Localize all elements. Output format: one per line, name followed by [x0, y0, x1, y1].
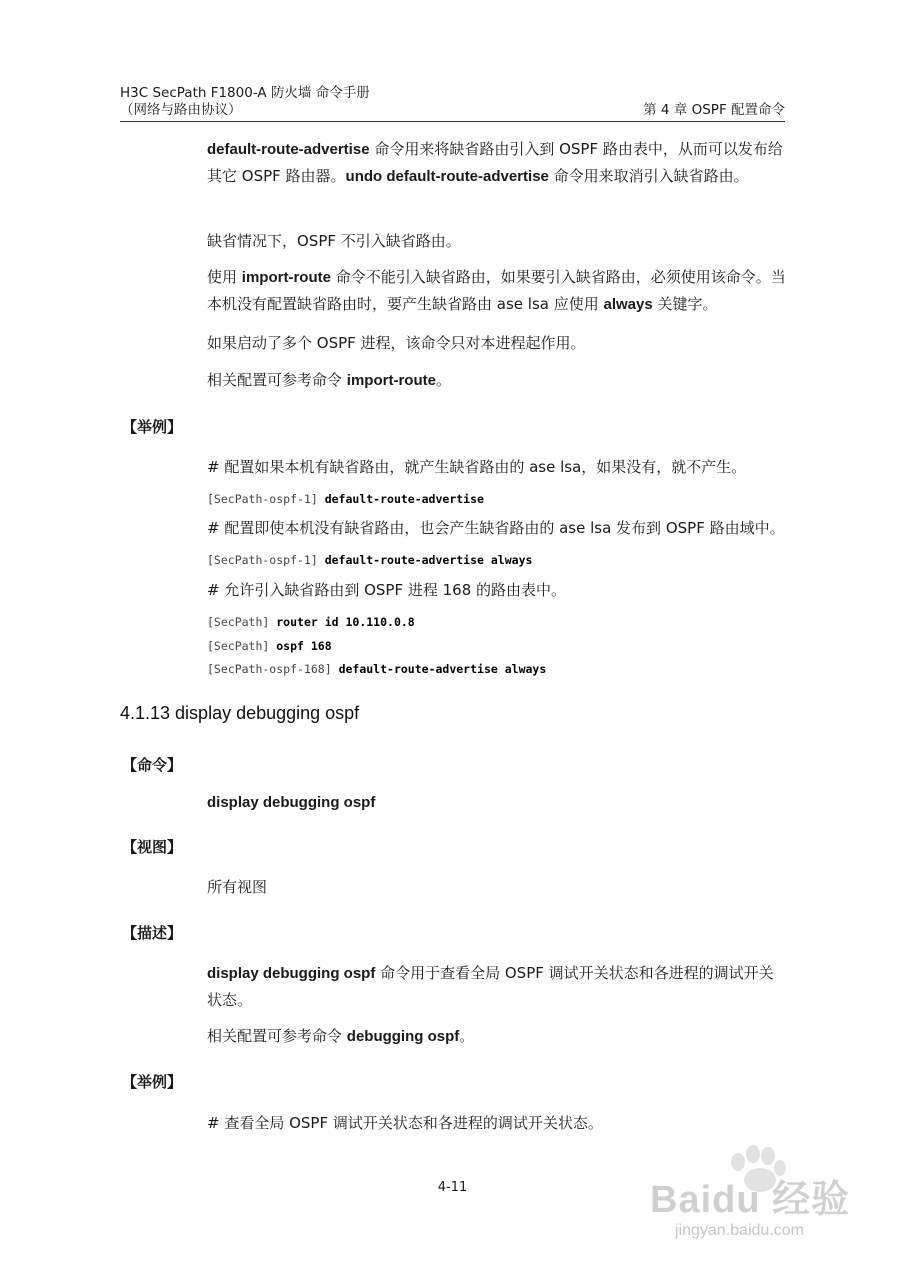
header-divider [120, 121, 785, 122]
code-line-3: [SecPath] router id 10.110.0.8 [207, 615, 415, 629]
code-line-2: [SecPath-ospf-1] default-route-advertise always [207, 553, 533, 567]
example-comment-2: # 配置即使本机没有缺省路由，也会产生缺省路由的 ase lsa 发布到 OSPF 路由域中。 [207, 519, 785, 537]
description-paragraph-4: 如果启动了多个 OSPF 进程，该命令只对本进程起作用。 [207, 334, 586, 352]
view-label: 【视图】 [122, 838, 183, 856]
description-paragraph-3: 使用 import-route 命令不能引入缺省路由，如果要引入缺省路由，必须使用该命令。当本机没有配置缺省路由时，要产生缺省路由 ase lsa 应使用 always 关键字。 [207, 268, 786, 313]
example-comment-4: # 查看全局 OSPF 调试开关状态和各进程的调试开关状态。 [207, 1114, 603, 1132]
description-paragraph-1: default-route-advertise 命令用来将缺省路由引入到 OSPF 路由表中，从而可以发布给其它 OSPF 路由器。undo default-route-advertise 命令用来取消引入缺省路由。 [207, 140, 783, 185]
view-value: 所有视图 [207, 878, 268, 896]
watermark-brand: Baidu 经验 [650, 1179, 851, 1221]
manual-title: H3C SecPath F1800-A 防火墙 命令手册 [120, 85, 370, 101]
description-label: 【描述】 [122, 924, 183, 942]
code-line-4: [SecPath] ospf 168 [207, 639, 332, 653]
section2-description-2: 相关配置可参考命令 debugging ospf。 [207, 1027, 475, 1045]
example-comment-1: # 配置如果本机有缺省路由，就产生缺省路由的 ase lsa，如果没有，就不产生。 [207, 458, 747, 476]
command-label: 【命令】 [122, 756, 183, 774]
page-number: 4-11 [437, 1180, 468, 1195]
example-label-2: 【举例】 [122, 1073, 183, 1091]
example-comment-3: # 允许引入缺省路由到 OSPF 进程 168 的路由表中。 [207, 581, 567, 599]
section2-description-1: display debugging ospf 命令用于查看全局 OSPF 调试开关状态和各进程的调试开关状态。 [207, 964, 774, 1009]
example-label-1: 【举例】 [122, 418, 183, 436]
section-heading: 4.1.13 display debugging ospf [120, 703, 360, 723]
watermark-url: jingyan.baidu.com [675, 1222, 804, 1239]
manual-subtitle: （网络与路由协议） [120, 102, 242, 118]
command-syntax: display debugging ospf [207, 794, 376, 811]
description-paragraph-2: 缺省情况下，OSPF 不引入缺省路由。 [207, 232, 461, 250]
chapter-title: 第 4 章 OSPF 配置命令 [643, 102, 785, 118]
description-paragraph-5: 相关配置可参考命令 import-route。 [207, 371, 451, 389]
code-line-5: [SecPath-ospf-168] default-route-advertise always [207, 662, 547, 676]
code-line-1: [SecPath-ospf-1] default-route-advertise [207, 492, 484, 506]
page-header [120, 85, 785, 119]
